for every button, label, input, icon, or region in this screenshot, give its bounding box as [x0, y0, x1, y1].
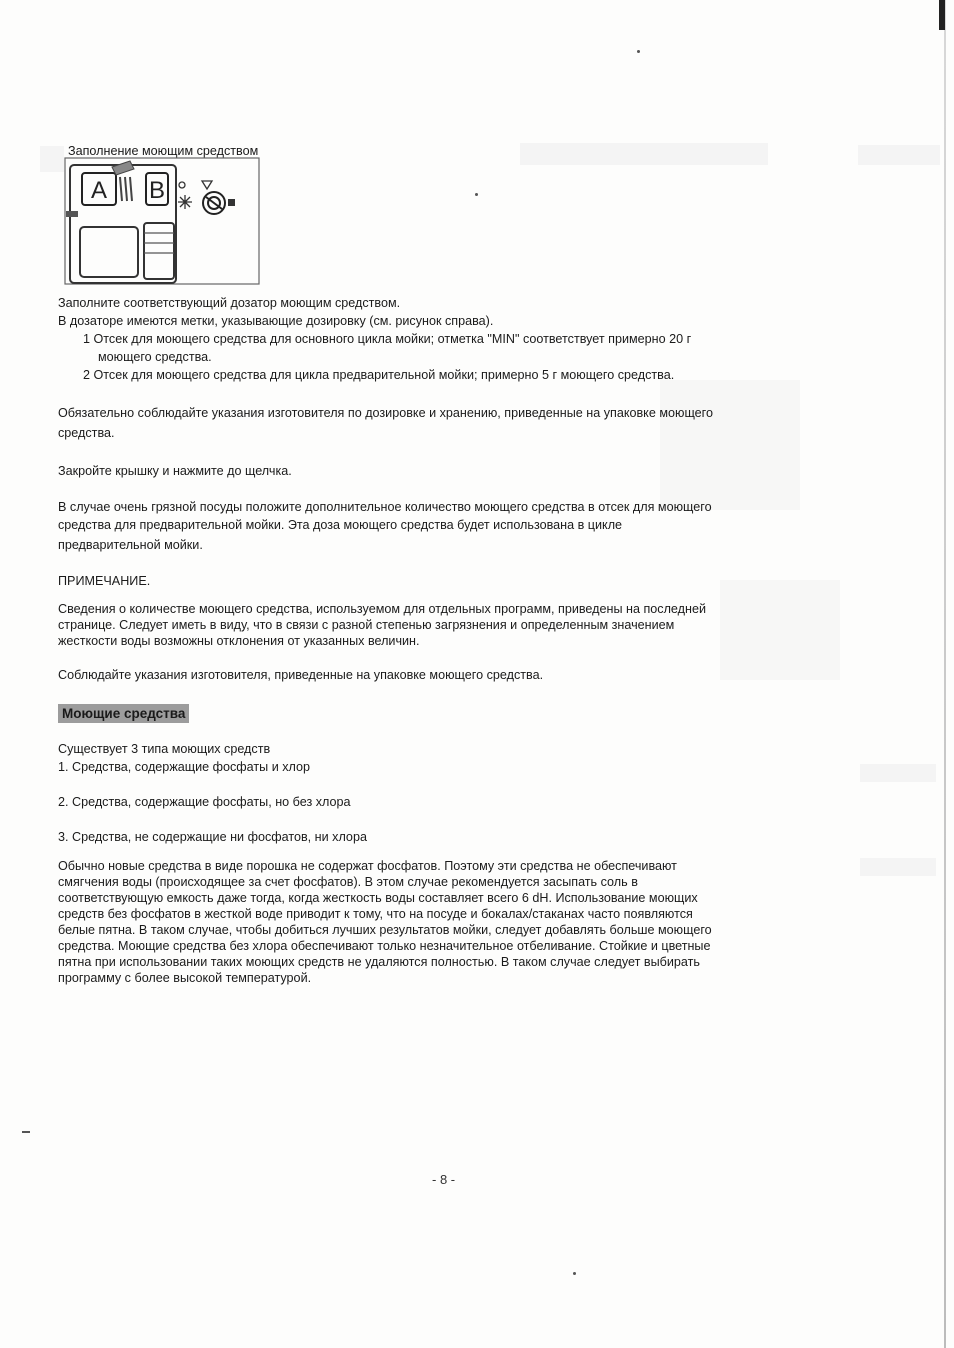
detergents-body-line: программу с более высокой температурой. — [58, 971, 312, 985]
bleed-through-bar — [860, 764, 936, 782]
bleed-through-figure — [660, 380, 800, 510]
speck — [475, 193, 478, 196]
speck — [637, 50, 640, 53]
detergent-types-intro: Существует 3 типа моющих средств — [58, 742, 271, 756]
bleed-through-figure — [720, 580, 840, 680]
detergents-heading: Моющие средства — [58, 704, 189, 723]
scan-mark — [939, 0, 945, 30]
compartment-a-label: A — [90, 177, 108, 204]
note-line3: жесткости воды возможны отклонения от указанных величин. — [58, 634, 420, 648]
detergent-type-1: 1. Средства, содержащие фосфаты и хлор — [58, 760, 311, 774]
detergents-body-line: Обычно новые средства в виде порошка не содержат фосфатов. Поэтому эти средства не обеспечивают — [58, 859, 677, 873]
compartment-b-label: B — [148, 177, 166, 204]
item2-text: 2 Отсек для моющего средства для цикла предварительной мойки; примерно 5 г моющего средства. — [83, 368, 675, 382]
dirty-line3: предварительной мойки. — [58, 538, 203, 552]
detergent-type-2: 2. Средства, содержащие фосфаты, но без хлора — [58, 795, 351, 809]
item1-line1: 1 Отсек для моющего средства для основного цикла мойки; отметка "MIN" соответствует примерно 20 г — [83, 332, 692, 346]
item1-line2: моющего средства. — [98, 350, 212, 364]
marks-text: В дозаторе имеются метки, указывающие дозировку (см. рисунок справа). — [58, 314, 494, 328]
bleed-through-bar — [520, 143, 768, 165]
note-line1: Сведения о количестве моющего средства, используемом для отдельных программ, приведены на последней — [58, 602, 706, 616]
note-line2: странице. Следует иметь в виду, что в связи с разной степенью загрязнения и определенным значением — [58, 618, 675, 632]
follow-instructions-text: Соблюдайте указания изготовителя, приведенные на упаковке моющего средства. — [58, 668, 544, 682]
speck — [573, 1272, 576, 1275]
bleed-through-bar — [860, 858, 936, 876]
dirty-line1: В случае очень грязной посуды положите дополнительное количество моющего средства в отсек для моющего — [58, 500, 712, 514]
detergents-body-line: белые пятна. В таком случае, чтобы добиться лучших результатов мойки, следует добавлять больше моющего — [58, 923, 712, 937]
figure-caption: Заполнение моющим средством — [68, 144, 259, 158]
page-edge — [944, 0, 946, 1348]
detergents-body-line: средств без фосфатов в жесткой воде приводит к тому, что на посуде и бокалах/стаканах часто появляются — [58, 907, 693, 921]
detergents-body-line: соответствующую емкость даже тогда, когда жесткость воды составляет всего 6 dH. Использование моющих — [58, 891, 698, 905]
bleed-through-bar — [40, 146, 64, 172]
detergent-type-3: 3. Средства, не содержащие ни фосфатов, ни хлора — [58, 830, 367, 844]
dispenser-illustration — [64, 157, 260, 285]
manufacturer-line1: Обязательно соблюдайте указания изготовителя по дозировке и хранению, приведенные на упаковке моющего — [58, 406, 713, 420]
note-title: ПРИМЕЧАНИЕ. — [58, 574, 151, 588]
fill-intro-text: Заполните соответствующий дозатор моющим средством. — [58, 296, 401, 310]
detergents-body-line: средства. Моющие средства без хлора обеспечивают только незначительное отбеливание. Стойкие и цветные — [58, 939, 711, 953]
page-number: - 8 - — [432, 1172, 456, 1187]
detergents-body-line: пятна при использовании таких моющих средств не удаляются полностью. В таком случае следует выбирать — [58, 955, 700, 969]
detergents-body-line: смягчения воды (происходящее за счет фосфатов). В этом случае рекомендуется засыпать соль в — [58, 875, 638, 889]
dirty-line2: средства для предварительной мойки. Эта доза моющего средства будет использована в цикле — [58, 518, 623, 532]
speck — [22, 1131, 30, 1133]
manufacturer-line2: средства. — [58, 426, 115, 440]
close-lid-text: Закройте крышку и нажмите до щелчка. — [58, 464, 292, 478]
bleed-through-bar — [858, 145, 940, 165]
